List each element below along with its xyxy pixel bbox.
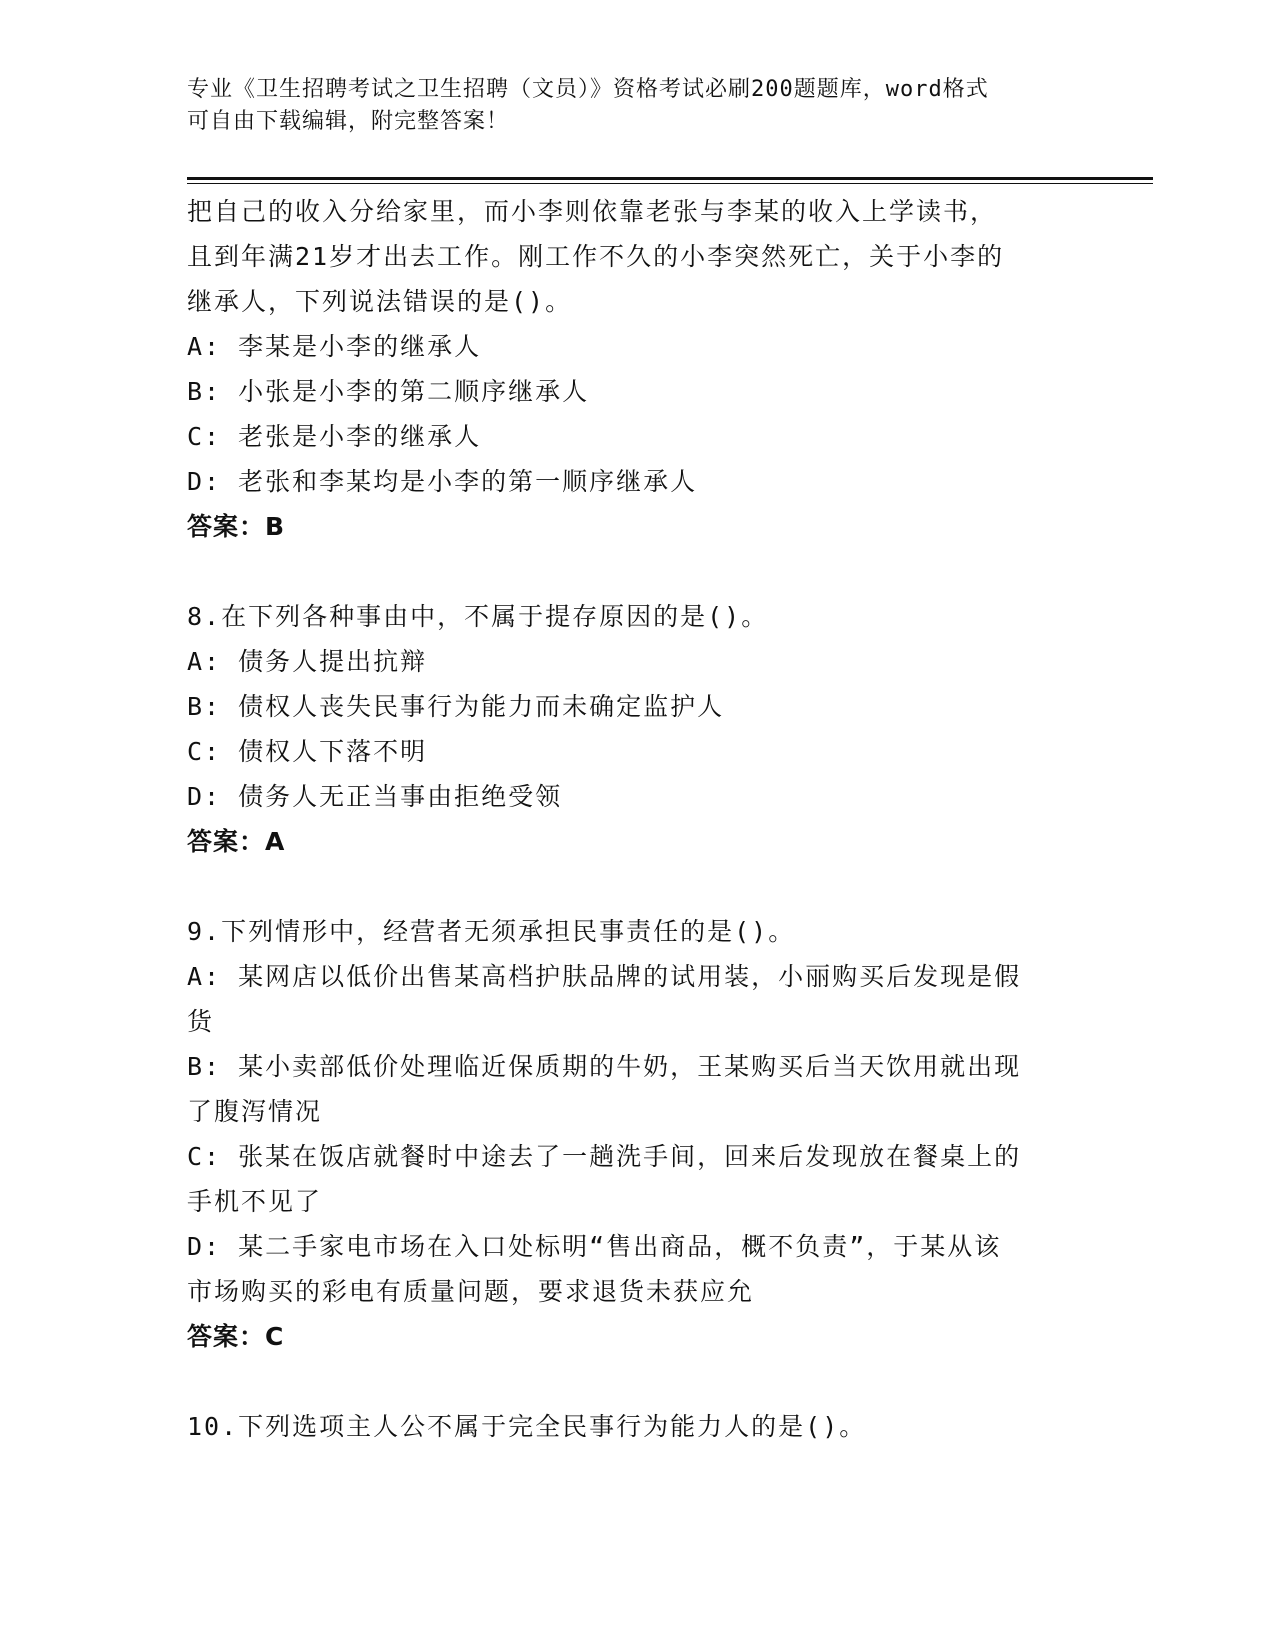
question-stem-line: 且到年满21岁才出去工作。刚工作不久的小李突然死亡，关于小李的: [187, 242, 1005, 271]
question-spacer: [187, 1359, 1087, 1404]
question-stem: 9.下列情形中，经营者无须承担民事责任的是()。: [187, 917, 796, 946]
question-spacer: [187, 864, 1087, 909]
option-a-line: 货: [187, 1007, 215, 1036]
question-spacer: [187, 549, 1087, 594]
option-b: B: 债权人丧失民事行为能力而未确定监护人: [187, 692, 725, 721]
option-c-line: C: 张某在饭店就餐时中途去了一趟洗手间，回来后发现放在餐桌上的: [187, 1142, 1022, 1171]
option-d-line: 市场购买的彩电有质量问题，要求退货未获应允: [187, 1277, 755, 1306]
header-title-line-2: 可自由下载编辑，附完整答案！: [187, 109, 510, 134]
question-stem-line: 把自己的收入分给家里，而小李则依靠老张与李某的收入上学读书，: [187, 197, 998, 226]
option-d-line: D: 某二手家电市场在入口处标明“售出商品，概不负责”，于某从该: [187, 1232, 1002, 1261]
question-stem-line: 继承人，下列说法错误的是()。: [187, 287, 573, 316]
option-a-line: A: 某网店以低价出售某高档护肤品牌的试用装，小丽购买后发现是假: [187, 962, 1022, 991]
question-10: [187, 1404, 1087, 1449]
header-title-line-1: 专业《卫生招聘考试之卫生招聘（文员）》资格考试必刷200题题库，word格式: [187, 77, 989, 102]
option-d: D: 债务人无正当事由拒绝受领: [187, 782, 563, 811]
question-content: [187, 189, 1087, 1449]
question-7: [187, 189, 1087, 549]
question-stem: 10.下列选项主人公不属于完全民事行为能力人的是()。: [187, 1412, 867, 1441]
option-a: A: 债务人提出抗辩: [187, 647, 428, 676]
option-b-line: B: 某小卖部低价处理临近保质期的牛奶，王某购买后当天饮用就出现: [187, 1052, 1022, 1081]
question-9: [187, 909, 1087, 1359]
option-c: C: 债权人下落不明: [187, 737, 428, 766]
option-d: D: 老张和李某均是小李的第一顺序继承人: [187, 467, 698, 496]
option-c-line: 手机不见了: [187, 1187, 323, 1216]
answer-label: 答案：C: [187, 1322, 285, 1351]
option-b-line: 了腹泻情况: [187, 1097, 323, 1126]
question-stem: 8.在下列各种事由中，不属于提存原因的是()。: [187, 602, 769, 631]
option-a: A: 李某是小李的继承人: [187, 332, 482, 361]
header-divider-thick: [187, 177, 1153, 180]
answer-label: 答案：A: [187, 827, 286, 856]
question-8: [187, 594, 1087, 864]
answer-label: 答案：B: [187, 512, 286, 541]
option-b: B: 小张是小李的第二顺序继承人: [187, 377, 590, 406]
document-header: [187, 74, 1067, 138]
header-divider-thin: [187, 183, 1153, 184]
option-c: C: 老张是小李的继承人: [187, 422, 482, 451]
